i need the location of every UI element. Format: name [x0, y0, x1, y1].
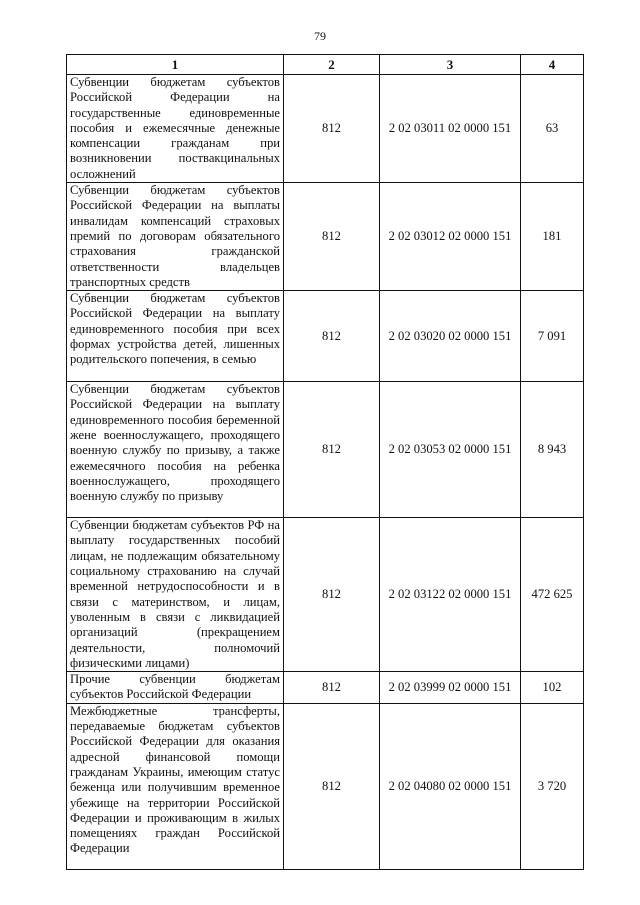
table-row	[67, 518, 584, 672]
row-budget-code: 2 02 03053 02 0000 151	[380, 382, 521, 518]
row-amount: 3 720	[521, 703, 584, 869]
row-budget-code: 2 02 03020 02 0000 151	[380, 291, 521, 382]
row-description: Субвенции бюджетам субъектов Российской Федерации на выплату единовременного пособия при всех формах устройства детей, лишенных родительского попечения, в семью	[67, 291, 284, 382]
row-budget-code: 2 02 03999 02 0000 151	[380, 672, 521, 704]
row-admin-code: 812	[284, 518, 380, 672]
row-budget-code: 2 02 03122 02 0000 151	[380, 518, 521, 672]
table-row	[67, 382, 584, 518]
column-header-3: 3	[380, 55, 521, 75]
table-header-row	[67, 55, 584, 75]
table-row	[67, 703, 584, 869]
row-budget-code: 2 02 03012 02 0000 151	[380, 183, 521, 291]
row-description: Прочие субвенции бюджетам субъектов Российской Федерации	[67, 672, 284, 704]
row-description: Субвенции бюджетам субъектов Российской Федерации на выплаты инвалидам компенсаций страховых премий по договорам обязательного страхования гражданской ответственности владельцев транспортных средств	[67, 183, 284, 291]
column-header-1: 1	[67, 55, 284, 75]
row-admin-code: 812	[284, 183, 380, 291]
table-row	[67, 75, 584, 183]
row-description: Субвенции бюджетам субъектов Российской Федерации на государственные единовременные пособия и ежемесячные денежные компенсации гражданам при возникновении поствакцинальных осложнений	[67, 75, 284, 183]
row-description: Межбюджетные трансферты, передаваемые бюджетам субъектов Российской Федерации для оказания адресной финансовой помощи гражданам Украины, имеющим статус беженца или получившим временное убежище на территории Российской Федерации и проживающим в жилых помещениях граждан Российской Федерации	[67, 703, 284, 869]
row-amount: 472 625	[521, 518, 584, 672]
row-admin-code: 812	[284, 291, 380, 382]
row-budget-code: 2 02 04080 02 0000 151	[380, 703, 521, 869]
table-row	[67, 291, 584, 382]
row-description: Субвенции бюджетам субъектов РФ на выплату государственных пособий лицам, не подлежащим обязательному социальному страхованию на случай временной нетрудоспособности и в связи с материнством, и лицам, уволенным в связи с ликвидацией организаций (прекращением деятельности, полномочий физическими лицами)	[67, 518, 284, 672]
column-header-4: 4	[521, 55, 584, 75]
row-amount: 102	[521, 672, 584, 704]
row-amount: 181	[521, 183, 584, 291]
row-amount: 63	[521, 75, 584, 183]
row-description: Субвенции бюджетам субъектов Российской Федерации на выплату единовременного пособия беременной жене военнослужащего, проходящего военную службу по призыву, а также ежемесячного пособия на ребенка военнослужащего, проходящего военную службу по призыву	[67, 382, 284, 518]
row-admin-code: 812	[284, 703, 380, 869]
page-number: 79	[314, 29, 326, 43]
row-amount: 8 943	[521, 382, 584, 518]
row-admin-code: 812	[284, 382, 380, 518]
row-admin-code: 812	[284, 75, 380, 183]
budget-table	[66, 54, 584, 870]
row-budget-code: 2 02 03011 02 0000 151	[380, 75, 521, 183]
table-row	[67, 183, 584, 291]
row-admin-code: 812	[284, 672, 380, 704]
column-header-2: 2	[284, 55, 380, 75]
row-amount: 7 091	[521, 291, 584, 382]
table-row	[67, 672, 584, 704]
